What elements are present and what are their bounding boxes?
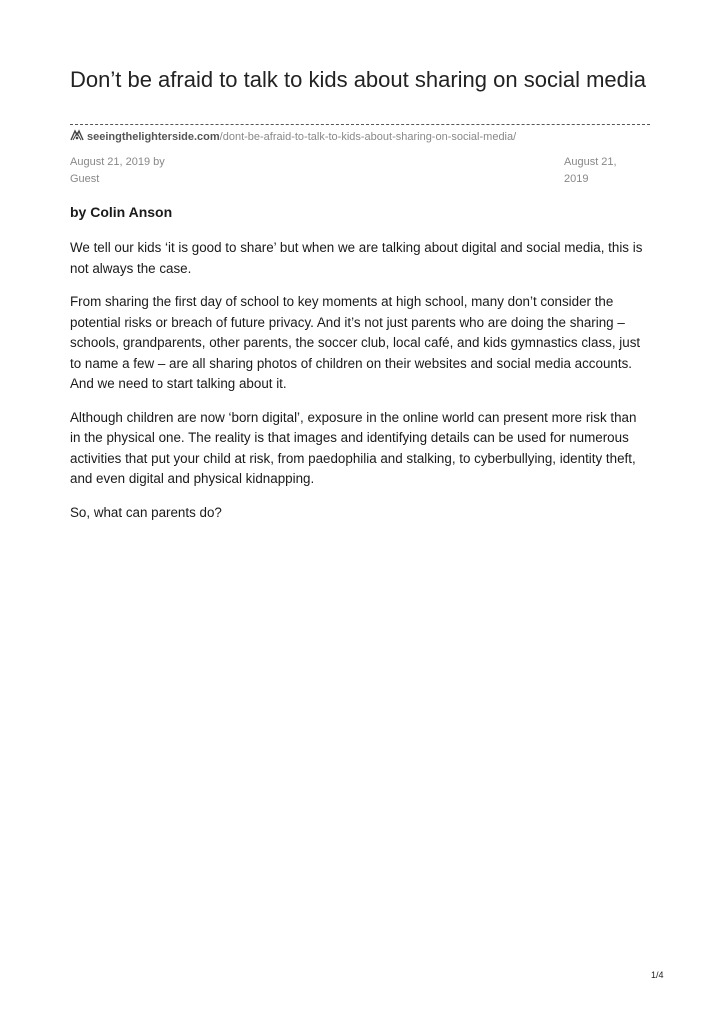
meta-left-text: August 21, 2019 by Guest [70,156,165,185]
article-body [70,238,648,536]
page-number: 1/4 [651,970,664,980]
site-logo-icon [70,129,84,142]
paragraph: From sharing the first day of school to key moments at high school, many don’t consider the potential risks or breach of future privacy. And it’s not just parents who are doing the sharing – schools, grandparents, other parents, the soccer club, local café, and kids gymnastics class, just to name a few – are all sharing photos of children on their websites and social media accounts. And we need to start talking about it. [70,294,641,391]
post-meta-date [564,154,617,188]
title-divider [70,124,650,125]
paragraph: We tell our kids ‘it is good to share’ but when we are talking about digital and social media, this is not always the case. [70,240,643,276]
article-title: Don’t be afraid to talk to kids about sharing on social media [70,67,646,92]
paragraph: Although children are now ‘born digital’, exposure in the online world can present more risk than in the physical one. The reality is that images and identifying details can be used for numerous activities that put your child at risk, from paedophilia and stalking, to cyberbullying, identity theft, and even digital and physical kidnapping. [70,409,637,486]
post-meta-date-author [70,154,165,188]
source-url[interactable] [70,129,670,144]
source-domain: seeingthelighterside.com [87,131,220,143]
meta-right-text: August 21, 2019 [564,156,617,185]
article-byline: by Colin Anson [70,204,173,220]
paragraph: So, what can parents do? [70,504,222,520]
source-path: /dont-be-afraid-to-talk-to-kids-about-sharing-on-social-media/ [219,131,517,143]
